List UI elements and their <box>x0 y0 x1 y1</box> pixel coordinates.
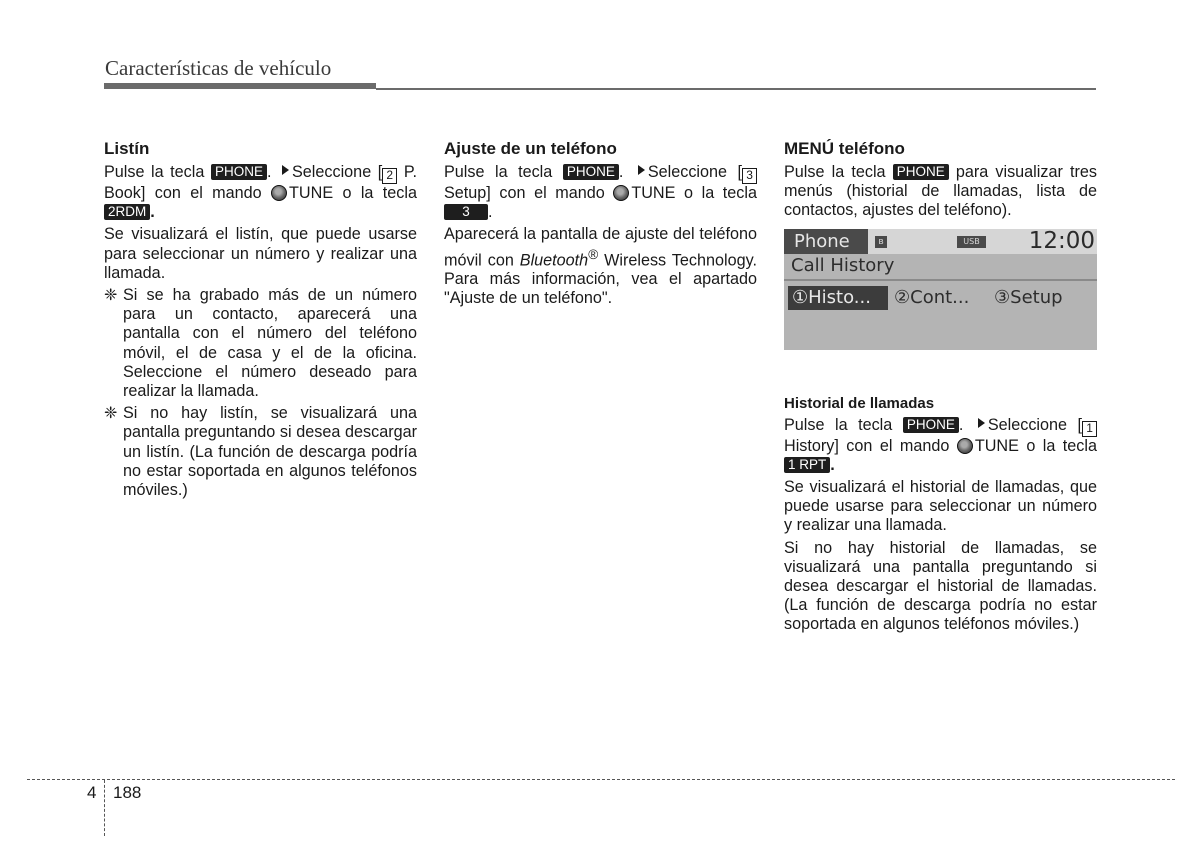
screen-title: Phone <box>784 229 868 254</box>
note-mark-icon: ❈ <box>104 286 118 305</box>
phone-screen-image <box>784 229 1097 350</box>
screen-divider <box>784 279 1097 281</box>
column-menu-telefono <box>784 139 1097 638</box>
arrow-right-icon <box>638 165 645 175</box>
column-listin <box>104 139 417 503</box>
chapter-number: 4 <box>87 783 97 802</box>
ajuste-description: Aparecerá la pantalla de ajuste del teléfono móvil con Bluetooth® Wireless Technology. Para más información, vea el apartado "Ajuste de un teléfono". <box>444 225 757 308</box>
arrow-right-icon <box>282 165 289 175</box>
header-rule-thick <box>104 83 376 89</box>
1rpt-key: 1 RPT <box>784 457 830 473</box>
historial-download-note: Si no hay historial de llamadas, se visualizará una pantalla preguntando si desea descargar el historial de llamadas. (La función de descarga podría no estar soportada en algunos teléfonos móviles.) <box>784 538 1097 634</box>
usb-icon: USB <box>957 236 986 248</box>
phone-key: PHONE <box>211 164 267 180</box>
menu-instruction: Pulse la tecla PHONE para visualizar tres menús (historial de llamadas, lista de contactos, ajustes del teléfono). <box>784 163 1097 220</box>
number-3-icon: 3 <box>742 168 757 184</box>
arrow-right-icon <box>978 418 985 428</box>
tune-knob-icon <box>957 438 973 454</box>
page-number: 188 <box>113 783 142 802</box>
3-key: 3 <box>444 204 488 220</box>
section-heading-ajuste: Ajuste de un teléfono <box>444 139 617 158</box>
2rdm-key: 2RDM <box>104 204 150 220</box>
footer-dashed-rule <box>27 779 1175 780</box>
note-mark-icon: ❈ <box>104 404 118 423</box>
tune-knob-icon <box>613 185 629 201</box>
listin-note-2: ❈ Si no hay listín, se visualizará una pantalla preguntando si desea descargar un listín. (La función de descarga podría no estar soportada en algunos teléfonos móviles.) <box>104 404 417 500</box>
phone-key: PHONE <box>893 164 949 180</box>
page-header-title: Características de vehículo <box>105 56 332 80</box>
number-1-icon: 1 <box>1082 421 1097 437</box>
footer-vertical-rule <box>104 780 105 836</box>
screen-subtitle: Call History <box>791 254 895 276</box>
listin-description: Se visualizará el listín, que puede usarse para seleccionar un número y realizar una llamada. <box>104 225 417 282</box>
historial-description: Se visualizará el historial de llamadas, que puede usarse para seleccionar un número y realizar una llamada. <box>784 478 1097 535</box>
listin-instruction: Pulse la tecla PHONE . Seleccione [ 2 P. Book] con el mando TUNE o la tecla 2RDM . <box>104 163 418 222</box>
phone-key: PHONE <box>563 164 619 180</box>
header-rule-thin <box>376 88 1096 90</box>
section-heading-listin: Listín <box>104 139 150 158</box>
bluetooth-icon: ʙ <box>875 236 887 248</box>
screen-menu-contacts: ②Cont... <box>894 286 970 308</box>
column-ajuste-telefono <box>444 139 757 312</box>
screen-clock: 12:00 <box>1028 227 1095 254</box>
subsection-heading-historial: Historial de llamadas <box>784 394 935 412</box>
listin-note-1: ❈ Si se ha grabado más de un número para un contacto, aparecerá una pantalla con el número del teléfono móvil, el de casa y el de la oficina. Seleccione el número deseado para realizar la llamada. <box>104 286 417 401</box>
screen-menu-history: ①Histo... <box>788 286 888 310</box>
section-heading-menu: MENÚ teléfono <box>784 139 905 158</box>
historial-instruction: Pulse la tecla PHONE . Seleccione [ 1 History] con el mando TUNE o la tecla 1 RPT . <box>784 415 1097 474</box>
screen-menu-setup: ③Setup <box>994 286 1063 308</box>
tune-knob-icon <box>271 185 287 201</box>
number-2-icon: 2 <box>382 168 397 184</box>
phone-key: PHONE <box>903 417 959 433</box>
ajuste-instruction: Pulse la tecla PHONE . Seleccione [ 3 Setup] con el mando TUNE o la tecla 3 . <box>444 163 757 222</box>
